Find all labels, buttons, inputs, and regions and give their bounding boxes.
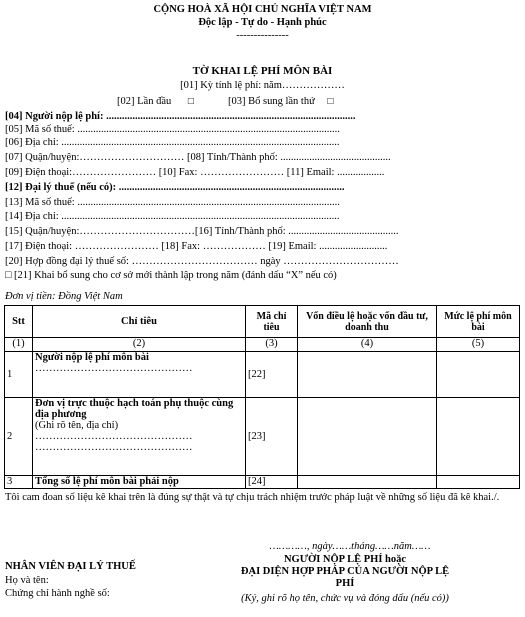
form-field[interactable]: [15] Quận/huyện:……………………………[16] Tỉnh/Thành phố: ..........................................	[5, 226, 399, 237]
row-dots: ………………………………………	[35, 431, 193, 442]
table-row	[5, 398, 520, 476]
row-code: [22]	[246, 352, 298, 398]
agent-title: NHÂN VIÊN ĐẠI LÝ THUẾ	[5, 561, 136, 572]
row-stt: 3	[5, 476, 33, 489]
currency-unit: Đơn vị tiền: Đồng Việt Nam	[5, 291, 123, 302]
row-title: Đơn vị trực thuộc hạch toán phụ thuộc cùng địa phương	[35, 398, 234, 420]
payer-title-1: NGƯỜI NỘP LỆ PHÍ hoặc	[283, 554, 407, 565]
header-fee: Mức lệ phí môn bài	[437, 306, 520, 338]
row-stt: 1	[5, 352, 33, 398]
country-name: CỘNG HOÀ XÃ HỘI CHỦ NGHĨA VIỆT NAM	[153, 4, 372, 15]
form-field[interactable]: [14] Địa chỉ: ..........................................................................................................	[5, 211, 340, 222]
form-title: TỜ KHAI LỆ PHÍ MÔN BÀI	[192, 65, 333, 77]
row-title: Người nộp lệ phí môn bài	[35, 352, 149, 363]
capital-cell[interactable]	[298, 398, 437, 476]
index-cell: (5)	[437, 338, 520, 352]
tax-period: [01] Kỳ tính lệ phí: năm………………	[180, 80, 345, 91]
agent-name: Họ và tên:	[5, 575, 49, 586]
form-field[interactable]: [12] Đại lý thuế (nếu có): ......................................................................................	[5, 182, 345, 193]
first-time-checkbox[interactable]: □	[187, 96, 194, 107]
table-row	[5, 476, 520, 489]
supplement-label: [03] Bổ sung lần thứ	[228, 96, 315, 107]
supplement-checkbox[interactable]: □	[327, 96, 334, 107]
header-code: Mã chỉ tiêu	[246, 306, 298, 338]
form-field[interactable]: [17] Điện thoại: …………………… [18] Fax: ……………… [19] Email: ..........................	[5, 241, 388, 252]
declaration: Tôi cam đoan số liệu kê khai trên là đúng sự thật và tự chịu trách nhiệm trước pháp luật về những số liệu đã kê khai./.	[5, 492, 500, 503]
form-field[interactable]: [09] Điện thoại:…………………… [10] Fax: …………………… [11] Email: ..................	[5, 167, 385, 178]
table-row	[5, 352, 520, 398]
index-cell: (3)	[246, 338, 298, 352]
row-note: (Ghi rõ tên, địa chỉ)	[35, 420, 119, 431]
form-field[interactable]: [20] Hợp đồng đại lý thuế số: ……………………………… ngày ……………………………	[5, 256, 399, 267]
fee-table	[4, 305, 520, 489]
capital-cell[interactable]	[298, 476, 437, 489]
form-field[interactable]: [06] Địa chỉ: ..........................................................................................................	[5, 137, 340, 148]
fee-cell[interactable]	[437, 352, 520, 398]
row-code: [24]	[246, 476, 298, 489]
supplement-option	[228, 96, 333, 107]
first-time-label: [02] Lần đầu	[117, 96, 172, 107]
header-capital: Vốn điều lệ hoặc vốn đầu tư, doanh thu	[298, 306, 437, 338]
form-field[interactable]: [05] Mã số thuế: ....................................................................................................	[5, 124, 340, 135]
index-cell: (4)	[298, 338, 437, 352]
row-item	[33, 398, 246, 476]
first-time-option	[117, 96, 194, 107]
form-field[interactable]: [13] Mã số thuế: ....................................................................................................	[5, 197, 340, 208]
form-field[interactable]: □ [21] Khai bổ sung cho cơ sở mới thành lập trong năm (đánh dấu “X” nếu có)	[5, 270, 337, 281]
form-field[interactable]: [04] Người nộp lệ phí: ...............................................................................................	[5, 111, 356, 122]
header-separator: ---------------	[236, 30, 289, 41]
row-code: [23]	[246, 398, 298, 476]
index-cell: (1)	[5, 338, 33, 352]
index-cell: (2)	[33, 338, 246, 352]
form-field[interactable]: [07] Quận/huyện:………………………… [08] Tỉnh/Thành phố: ..........................................	[5, 152, 391, 163]
row-dots: ………………………………………	[35, 363, 193, 374]
payer-note: (Ký, ghi rõ họ tên, chức vụ và đóng dấu (nếu có))	[241, 593, 449, 604]
payer-title-2: ĐẠI DIỆN HỢP PHÁP CỦA NGƯỜI NỘP LỆ	[240, 566, 450, 577]
index-row	[5, 338, 520, 352]
date-line: …………, ngày……tháng……năm……	[269, 541, 431, 552]
payer-title-3: PHÍ	[335, 578, 355, 589]
fee-cell[interactable]	[437, 476, 520, 489]
table-header-row	[5, 306, 520, 338]
header-stt: Stt	[5, 306, 33, 338]
header-item: Chỉ tiêu	[33, 306, 246, 338]
fee-cell[interactable]	[437, 398, 520, 476]
row-dots: ………………………………………	[35, 442, 193, 453]
capital-cell[interactable]	[298, 352, 437, 398]
row-stt: 2	[5, 398, 33, 476]
agent-certificate: Chứng chỉ hành nghề số:	[5, 588, 110, 599]
row-item	[33, 352, 246, 398]
motto: Độc lập - Tự do - Hạnh phúc	[198, 17, 327, 28]
row-title: Tổng số lệ phí môn bài phải nộp	[33, 476, 246, 489]
